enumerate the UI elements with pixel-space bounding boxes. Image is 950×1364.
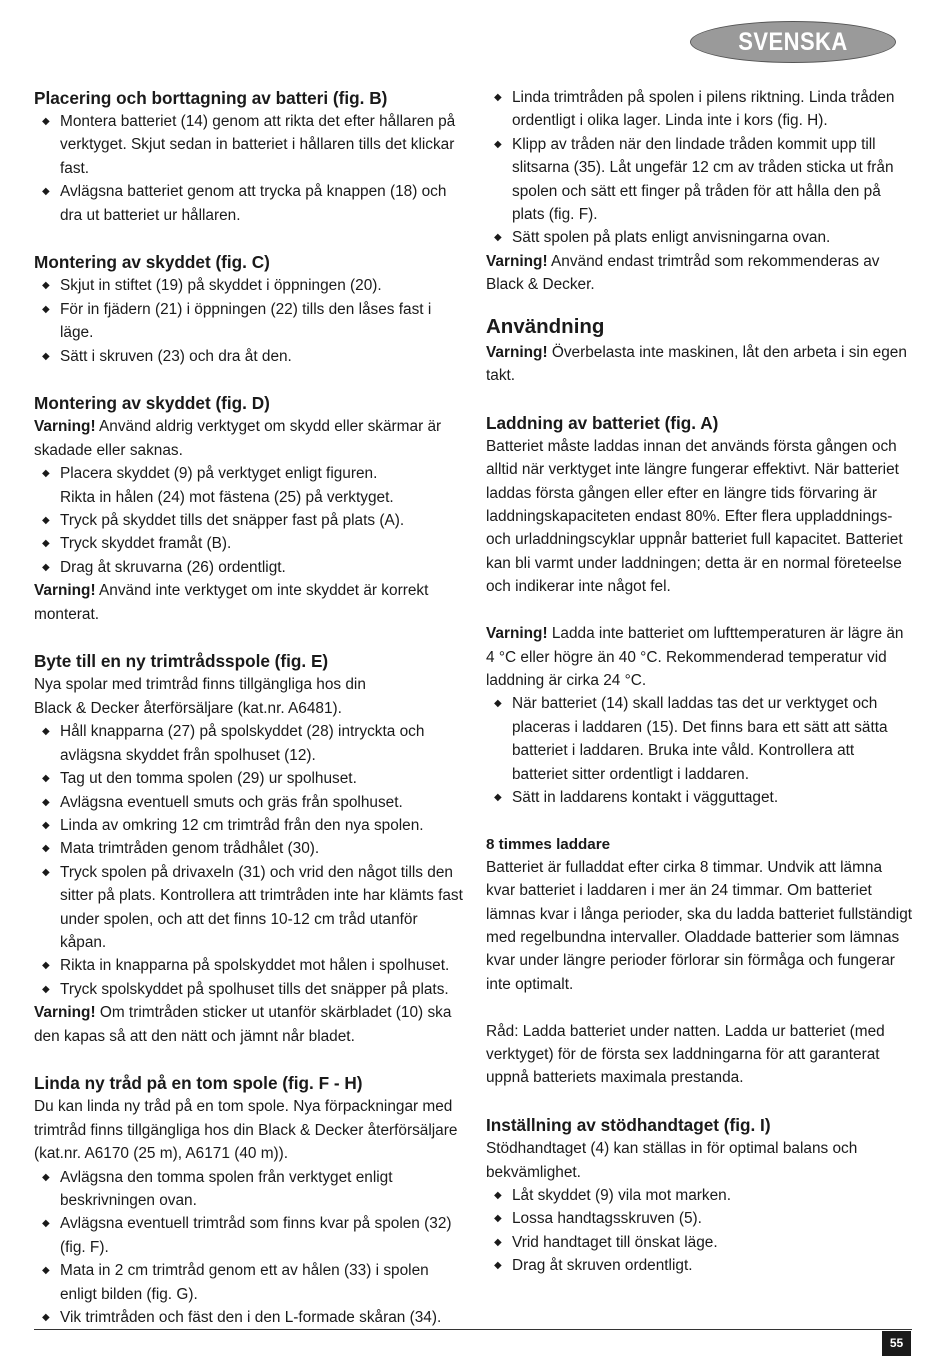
list-item: ◆ Låt skyddet (9) vila mot marken. xyxy=(486,1184,914,1207)
diamond-bullet-icon: ◆ xyxy=(494,232,502,244)
spool-change-list xyxy=(34,720,466,1001)
footer-divider xyxy=(34,1329,912,1330)
diamond-bullet-icon: ◆ xyxy=(494,698,502,710)
list-item: ◆ Tryck spolen på drivaxeln (31) och vrid den något tills den sitter på plats. Kontrollera att trimtråden inte har klämts fast under spolen, och att det finns 10-12 cm tråd utanför kåpan. xyxy=(34,861,466,955)
list-item: ◆ För in fjädern (21) i öppningen (22) tills den låses fast i läge. xyxy=(34,298,466,345)
diamond-bullet-icon: ◆ xyxy=(42,116,50,127)
list-item: ◆ Avlägsna den tomma spolen från verktyget enligt beskrivningen ovan. xyxy=(34,1166,466,1213)
diamond-bullet-icon: ◆ xyxy=(42,983,50,995)
diamond-bullet-icon: ◆ xyxy=(42,515,50,527)
warning-paragraph: Varning! Om trimtråden sticker ut utanför skärbladet (10) ska den kapas så att den nätt och jämnt når bladet. xyxy=(34,1004,452,1045)
list-item: ◆ Avlägsna eventuell trimtråd som finns kvar på spolen (32) (fig. F). xyxy=(34,1212,466,1259)
section-title-guard-c: Montering av skyddet (fig. C) xyxy=(34,252,270,273)
warning-label: Varning! xyxy=(34,418,96,436)
diamond-bullet-icon: ◆ xyxy=(42,819,50,831)
diamond-bullet-icon: ◆ xyxy=(494,1189,502,1201)
section-title-charging: Laddning av batteriet (fig. A) xyxy=(486,412,719,433)
diamond-bullet-icon: ◆ xyxy=(494,138,502,150)
diamond-bullet-icon: ◆ xyxy=(494,1260,502,1272)
body-paragraph: Batteriet måste laddas innan det används första gången och alltid när verktyget inte längre fungerar effektivt. När batteriet laddas första gången eller efter en längre tids förvaring är laddningskapaciteten endast 80%. Efter flera uppladdnings- och urladdningscyklar uppnår batteriet full kapacitet. Batteriet kan bli varmt under laddningen; detta är en normal företeelse och indikerar inte något fel. xyxy=(486,437,903,596)
list-item: ◆ Mata trimtråden genom trådhålet (30). xyxy=(34,837,466,860)
warning-label: Varning! xyxy=(34,1004,96,1022)
body-paragraph: Batteriet är fulladdat efter cirka 8 timmar. Undvik att lämna kvar batteriet i laddaren i mer än 24 timmar. Om batteriet lämnas kvar i långa perioder, ska du ladda batteriet fullständigt med regelbundna intervaller. Oladdade batterier som lämnas kvar under längre perioder förlorar sin förmåga och fungerar inte optimalt. xyxy=(486,858,913,993)
diamond-bullet-icon: ◆ xyxy=(42,561,50,573)
tip-paragraph: Råd: Ladda batteriet under natten. Ladda ur batteriet (med verktyget) för de första sex laddningarna för att garanterat uppnå batteriets maximala prestanda. xyxy=(486,1022,885,1087)
guard-c-list xyxy=(34,274,466,368)
diamond-bullet-icon: ◆ xyxy=(42,796,50,808)
list-item: ◆ Linda trimtråden på spolen i pilens riktning. Linda tråden ordentligt i olika lager. Linda inte i kors (fig. H). xyxy=(486,86,914,133)
diamond-bullet-icon: ◆ xyxy=(42,468,50,480)
warning-label: Varning! xyxy=(486,625,548,643)
list-item: ◆ Sätt in laddarens kontakt i vägguttaget. xyxy=(486,786,914,809)
language-tab: SVENSKA xyxy=(690,21,896,63)
warning-label: Varning! xyxy=(486,343,548,361)
diamond-bullet-icon: ◆ xyxy=(494,92,502,103)
list-item: ◆ Tryck skyddet framåt (B). xyxy=(34,532,466,555)
diamond-bullet-icon: ◆ xyxy=(42,538,50,550)
rewind-continued-list xyxy=(486,86,914,250)
handle-list xyxy=(486,1184,914,1278)
list-item: ◆ Avlägsna batteriet genom att trycka på knappen (18) och dra ut batteriet ur hållaren. xyxy=(34,180,466,227)
list-item: ◆ Vrid handtaget till önskat läge. xyxy=(486,1231,914,1254)
list-item: ◆ Mata in 2 cm trimtråd genom ett av hålen (33) i spolen enligt bilden (fig. G). xyxy=(34,1259,466,1306)
intro-paragraph: Nya spolar med trimtråd finns tillgängliga hos din Black & Decker återförsäljare (kat.nr. A6481). xyxy=(34,676,366,717)
warning-paragraph: Varning! Överbelasta inte maskinen, låt den arbeta i sin egen takt. xyxy=(486,343,907,385)
diamond-bullet-icon: ◆ xyxy=(42,1171,50,1183)
diamond-bullet-icon: ◆ xyxy=(42,726,50,738)
diamond-bullet-icon: ◆ xyxy=(42,773,50,785)
diamond-bullet-icon: ◆ xyxy=(42,280,50,292)
diamond-bullet-icon: ◆ xyxy=(42,1265,50,1277)
list-item: ◆ Drag åt skruvarna (26) ordentligt. xyxy=(34,556,466,579)
diamond-bullet-icon: ◆ xyxy=(42,186,50,198)
list-item: ◆ Placera skyddet (9) på verktyget enligt figuren. Rikta in hålen (24) mot fästena (25) på verktyget. xyxy=(34,462,466,509)
list-item: ◆ Klipp av tråden när den lindade tråden kommit upp till slitsarna (35). Låt ungefär 12 cm av tråden sticka ut från spolen och sätt ett finger på tråden för att hålla den på plats (fig. F). xyxy=(486,133,914,227)
warning-paragraph: Varning! Använd endast trimtråd som rekommenderas av Black & Decker. xyxy=(486,252,880,294)
page-number: 55 xyxy=(882,1331,911,1356)
list-item: ◆ Skjut in stiftet (19) på skyddet i öppningen (20). xyxy=(34,274,466,297)
diamond-bullet-icon: ◆ xyxy=(494,791,502,803)
right-column xyxy=(486,86,914,1278)
diamond-bullet-icon: ◆ xyxy=(42,1312,50,1324)
section-title-spool-change: Byte till en ny trimtrådsspole (fig. E) xyxy=(34,651,329,672)
diamond-bullet-icon: ◆ xyxy=(42,303,50,315)
body-paragraph: Stödhandtaget (4) kan ställas in för optimal balans och bekvämlighet. xyxy=(486,1140,858,1181)
diamond-bullet-icon: ◆ xyxy=(42,866,50,878)
list-item: ◆ Tryck spolskyddet på spolhuset tills det snäpper på plats. xyxy=(34,978,466,1001)
list-item: ◆ Håll knapparna (27) på spolskyddet (28) intryckta och avlägsna skyddet från spolhuset (12). xyxy=(34,720,466,767)
list-item: ◆ Drag åt skruven ordentligt. xyxy=(486,1254,914,1277)
rewind-list xyxy=(34,1166,466,1330)
intro-paragraph: Du kan linda ny tråd på en tom spole. Nya förpackningar med trimtråd finns tillgängliga hos din Black & Decker återförsäljare (kat.nr. A6170 (25 m), A6171 (40 m)). xyxy=(34,1098,458,1163)
list-item: ◆ Sätt spolen på plats enligt anvisningarna ovan. xyxy=(486,226,914,249)
diamond-bullet-icon: ◆ xyxy=(42,350,50,362)
list-item: ◆ Tag ut den tomma spolen (29) ur spolhuset. xyxy=(34,767,466,790)
list-item: ◆ Montera batteriet (14) genom att rikta det efter hållaren på verktyget. Skjut sedan in batteriet i hållaren tills det klickar fast. xyxy=(34,110,466,180)
warning-paragraph: Varning! Använd aldrig verktyget om skydd eller skärmar är skadade eller saknas. xyxy=(34,418,442,459)
warning-paragraph: Varning! Ladda inte batteriet om lufttemperaturen är lägre än 4 °C eller högre än 40 °C. Rekommenderad temperatur vid laddning är cirka 24 °C. xyxy=(486,625,904,689)
section-title-usage: Användning xyxy=(486,314,605,338)
list-item: ◆ Lossa handtagsskruven (5). xyxy=(486,1207,914,1230)
diamond-bullet-icon: ◆ xyxy=(42,960,50,972)
charging-list xyxy=(486,692,914,809)
left-column xyxy=(34,86,466,1329)
section-title-handle: Inställning av stödhandtaget (fig. I) xyxy=(486,1115,771,1136)
list-item: ◆ Sätt i skruven (23) och dra åt den. xyxy=(34,345,466,368)
warning-paragraph: Varning! Använd inte verktyget om inte skyddet är korrekt monterat. xyxy=(34,582,429,623)
list-item: ◆ Tryck på skyddet tills det snäpper fast på plats (A). xyxy=(34,509,466,532)
section-title-guard-d: Montering av skyddet (fig. D) xyxy=(34,393,270,414)
list-item: ◆ Vik trimtråden och fäst den i den L-formade skåran (34). xyxy=(34,1306,466,1329)
section-title-rewind: Linda ny tråd på en tom spole (fig. F - H) xyxy=(34,1073,363,1094)
list-item: ◆ Linda av omkring 12 cm trimtråd från den nya spolen. xyxy=(34,814,466,837)
battery-list xyxy=(34,110,466,227)
diamond-bullet-icon: ◆ xyxy=(494,1236,502,1248)
list-item: ◆ Rikta in knapparna på spolskyddet mot hålen i spolhuset. xyxy=(34,954,466,977)
warning-label: Varning! xyxy=(486,252,548,270)
list-item: ◆ När batteriet (14) skall laddas tas det ur verktyget och placeras i laddaren (15). Det finns bara ett sätt att sätta batteriet i laddaren. Bruka inte våld. Kontrollera att batteriet sitter ordentligt i laddaren. xyxy=(486,692,914,786)
diamond-bullet-icon: ◆ xyxy=(42,1218,50,1230)
section-title-charger-8h: 8 timmes laddare xyxy=(486,835,611,853)
diamond-bullet-icon: ◆ xyxy=(494,1213,502,1225)
guard-d-list xyxy=(34,462,466,579)
section-title-battery: Placering och borttagning av batteri (fig. B) xyxy=(34,88,388,108)
list-item: ◆ Avlägsna eventuell smuts och gräs från spolhuset. xyxy=(34,791,466,814)
diamond-bullet-icon: ◆ xyxy=(42,843,50,855)
warning-label: Varning! xyxy=(34,582,96,600)
